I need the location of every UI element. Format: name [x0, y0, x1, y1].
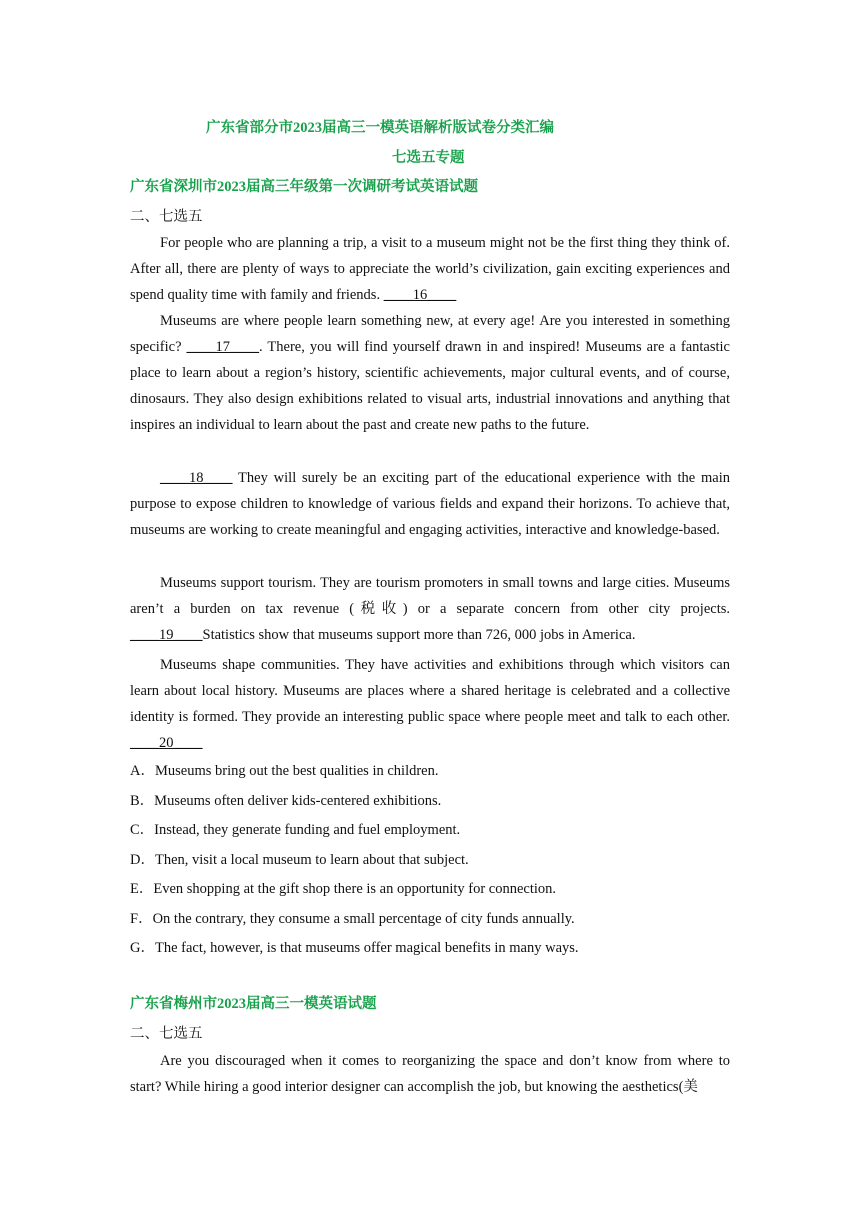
paragraph-text: They will surely be an exciting part of the educational experience with the main purpose to expose children to knowledge of various fields and expand their horizons. To achieve that, museums are working to create meaningful and engaging activities, interactive and knowledge-based.: [130, 470, 730, 538]
passage-paragraph-1: [130, 230, 730, 308]
part-label: 二、七选五: [130, 209, 203, 225]
passage-paragraph-3: [130, 465, 730, 543]
paragraph-text: Museums shape communities. They have activities and exhibitions through which visitors can learn about local history. Museums are places where a shared heritage is celebrated and a collective identity is formed. They provide an interesting public space where people meet and talk to each other.: [130, 657, 730, 725]
blank-16: ____16____: [383, 287, 457, 303]
paragraph-text: Museums support tourism. They are tourism promoters in small towns and large cities. Museums aren’t a burden on tax revenue (税收) or a separate concern from other city projects.: [130, 575, 730, 617]
part-label: 二、七选五: [130, 1026, 203, 1042]
option-a: A．Museums bring out the best qualities in children.: [130, 763, 439, 779]
blank-19: ____19____: [130, 627, 203, 643]
paragraph-text: Museums are where people learn something new, at every age! Are you interested in something specific?: [130, 313, 730, 355]
option-d: D．Then, visit a local museum to learn about that subject.: [130, 851, 469, 868]
paragraph-text: Statistics show that museums support more than 726, 000 jobs in America.: [202, 627, 636, 643]
document-title: 广东省部分市2023届高三一模英语解析版试卷分类汇编: [206, 120, 554, 136]
passage-paragraph-5: [130, 652, 730, 756]
option-f: F．On the contrary, they consume a small percentage of city funds annually.: [130, 910, 575, 927]
blank-18: ____18____: [160, 470, 233, 486]
answer-options: [130, 758, 579, 965]
paragraph-text: For people who are planning a trip, a visit to a museum might not be the first thing they think of. After all, there are plenty of ways to appreciate the world’s civilization, gain exciting experiences and spend quality time with family and friends.: [130, 235, 730, 303]
section-heading-shenzhen: 广东省深圳市2023届高三年级第一次调研考试英语试题: [130, 179, 478, 195]
blank-17: ____17____: [186, 339, 260, 355]
paragraph-text: Are you discouraged when it comes to reorganizing the space and don’t know from where to start? While hiring a good interior designer can accomplish the job, but knowing the aesthetics(美: [130, 1053, 730, 1095]
passage-paragraph-4: [130, 570, 730, 648]
option-b: B．Museums often deliver kids-centered exhibitions.: [130, 792, 442, 809]
blank-20: ____20____: [130, 735, 203, 751]
passage-paragraph-1: [130, 1048, 730, 1100]
option-e: E．Even shopping at the gift shop there is an opportunity for connection.: [130, 881, 557, 897]
option-g: G．The fact, however, is that museums offer magical benefits in many ways.: [130, 940, 579, 956]
passage-paragraph-2: [130, 308, 730, 438]
paragraph-text: . There, you will find yourself drawn in and inspired! Museums are a fantastic place to learn about a region’s history, scientific achievements, major cultural events, and of course, dinosaurs. They also design exhibitions related to visual arts, industrial innovations and anything that inspires an individual to learn about the past and create new paths to the future.: [130, 339, 730, 433]
document-subtitle: 七选五专题: [392, 150, 465, 166]
option-c: C．Instead, they generate funding and fuel employment.: [130, 822, 461, 838]
section-heading-meizhou: 广东省梅州市2023届高三一模英语试题: [130, 996, 377, 1012]
